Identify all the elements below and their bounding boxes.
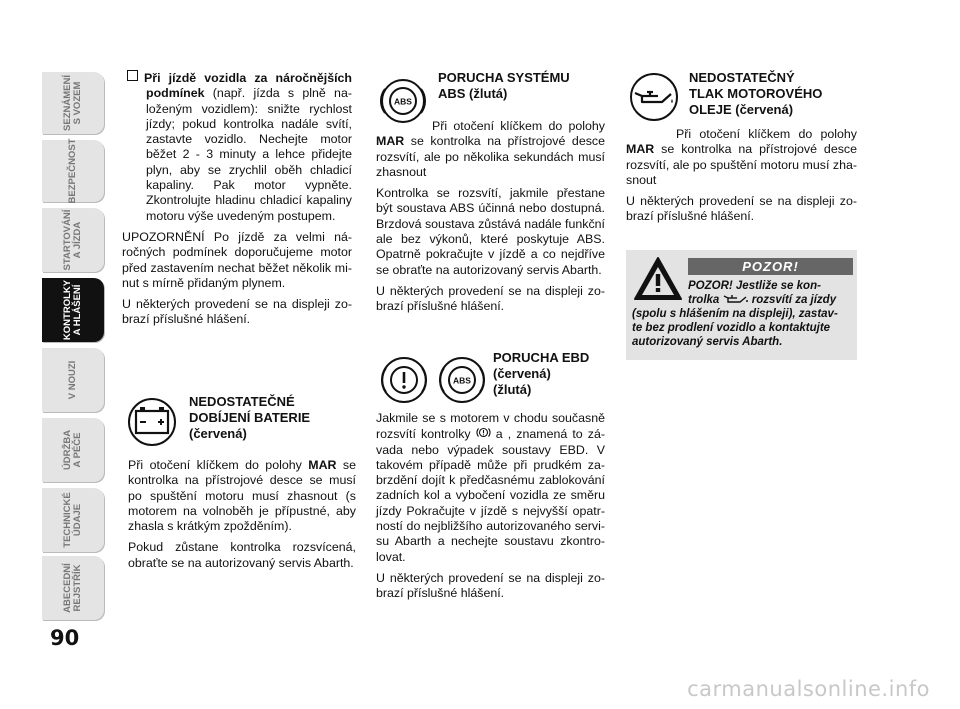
warning-header: POZOR!: [688, 258, 853, 275]
battery-title-line: DOBÍJENÍ BATERIE: [189, 410, 311, 425]
section-harsh-conditions: [122, 70, 352, 334]
svg-text:ABS: ABS: [394, 96, 412, 107]
page-number: 90: [50, 626, 80, 650]
battery-title: [189, 394, 359, 442]
mar-label: MAR: [308, 458, 337, 472]
ebd-title-line: (žlutá): [493, 382, 532, 397]
battery-paragraph: Pokud zůstane kontrolka rozsvícená, obraťte se na autorizovaný servis Abarth.: [128, 540, 356, 570]
warning-line: autorizovaný servis Abarth.: [632, 336, 783, 348]
tab-kontrolky[interactable]: [42, 278, 104, 342]
text: a: [490, 427, 508, 442]
text: Při otočení klíčkem do polohy: [676, 127, 857, 141]
text: , znamená to závada nebo výpadek soustavy EBD. V takovém případě může při prudkém zabrzdění dojít k předčasnému zablokování zadních kol a vybočení vozidla ze směru jízdy Pokračujte v jízdě s nejvyšší opatrností do nejbližšího autorizovaného servisu Abarth a nechejte soustavu zkontrolovat.: [376, 427, 605, 564]
text: Jakmile se s motorem v chodu současně rozsvítí kontrolky: [376, 411, 605, 442]
battery-icon: [125, 397, 179, 447]
battery-body: [128, 458, 356, 577]
warning-triangle-icon: [632, 255, 684, 302]
oil-title-line: NEDOSTATEČNÝ: [689, 70, 795, 85]
abs-title-line: ABS (žlutá): [438, 86, 508, 101]
oil-title: [689, 70, 859, 118]
bullet-heading: Při jízdě vozidla za náročnějších podmínek: [144, 71, 352, 101]
oil-paragraph: U některých provedení se na displeji zobrazí příslušné hlášení.: [626, 194, 857, 224]
text: Při otočení klíčkem do polohy: [432, 119, 605, 133]
abs-title: [438, 70, 618, 102]
ebd-paragraph: U některých provedení se na displeji zobrazí příslušné hlášení.: [376, 570, 605, 601]
tab-label: ABECEDNÍ REJSTŘÍK: [62, 563, 83, 613]
warning-line: POZOR! Jestliže se kon-: [688, 280, 821, 292]
tab-technicke[interactable]: [42, 488, 104, 552]
tab-label: ÚDRŽBA A PÉČE: [62, 429, 83, 471]
tab-rejstrik[interactable]: [42, 556, 104, 620]
tab-seznameni[interactable]: [42, 72, 104, 134]
svg-text:ABS: ABS: [453, 375, 471, 386]
tab-bezpecnost[interactable]: [42, 140, 104, 202]
abs-paragraph: U některých provedení se na displeji zobrazí příslušné hlášení.: [376, 283, 605, 314]
abs-body: [376, 119, 605, 321]
tab-label: KONTROLKY A HLÁŠENÍ: [62, 279, 83, 341]
abs-paragraph: Kontrolka se rozsvítí, jakmile přestane být soustava ABS účinná nebo dostupná. Brzdová soustava zůstává nadále funkční ale bez výkonů, které poskytuje ABS. Opatrně pokračujte v jízdě a co nejdříve se obraťte na autorizovaný servis Abarth.: [376, 186, 605, 277]
abs-icon: [376, 78, 430, 124]
oil-title-line: TLAK MOTOROVÉHO: [689, 86, 823, 101]
warning-box: [626, 250, 857, 360]
bullet-icon: [127, 70, 138, 81]
warning-line: [688, 293, 858, 307]
tab-label: V NOUZI: [67, 360, 78, 400]
display-note: U některých provedení se na displeji zobrazí příslušné hlášení.: [122, 297, 352, 327]
bullet-paragraph: [122, 70, 352, 224]
mar-label: MAR: [626, 142, 655, 157]
upozorneni-note: UPOZORNĚNÍ Po jízdě za velmi náročných podmínek doporučujeme motor před zastavením nechat běžet několik minut s mírně přidaným plynem.: [122, 229, 352, 290]
abs-paragraph: [376, 119, 605, 180]
bullet-text: (např. jízda s plně naloženým vozidlem): snižte rychlost jízdy; pokud kontrolka nadále svítí, zastavte vozidlo. Nechejte motor běžet 2 - 3 minuty a lehce přidejte plyn, aby se zrychlil oběh chladicí kapaliny. Pak motor vypněte. Zkontrolujte hladinu chladicí kapaliny motoru výše uvedeným postupem.: [146, 86, 352, 223]
text: Při otočení klíčkem do polohy: [128, 458, 309, 472]
tab-label: STARTOVÁNÍ A JÍZDA: [62, 209, 83, 271]
text: se kontrolka na přístrojové desce rozsvítí, ale po několika sekundách musí zhasnout: [376, 134, 605, 179]
text: trolka: [688, 294, 720, 306]
battery-title-line: (červená): [189, 426, 247, 441]
watermark: carmanualsonline.info: [687, 677, 930, 701]
brake-icon: [476, 426, 491, 439]
warning-line: te bez prodlení vozidlo a kontaktujte: [632, 322, 831, 334]
tab-label: SEZNÁMENÍ S VOZEM: [62, 75, 83, 131]
ebd-paragraph: [376, 411, 605, 565]
tab-v-nouzi[interactable]: [42, 348, 104, 412]
tab-label: BEZPEČNOST: [67, 138, 78, 204]
tab-label: TECHNICKÉ ÚDAJE: [62, 492, 83, 548]
text: rozsvítí za jízdy: [751, 294, 837, 306]
text: se kontrolka na přístrojové desce se musí po spuštění motoru musí zhasnout (s motorem na volnoběh je přípustné, aby zhasla s krátkým zpožděním).: [128, 458, 357, 534]
tab-startovani[interactable]: [42, 208, 104, 272]
oil-title-line: OLEJE (červená): [689, 102, 794, 117]
ebd-body: [376, 411, 605, 608]
tab-udrzba[interactable]: [42, 418, 104, 482]
warning-line: (spolu s hlášením na displeji), zastav-: [632, 308, 838, 320]
ebd-title-line: PORUCHA EBD: [493, 350, 590, 365]
oil-paragraph: [626, 127, 857, 188]
text: se kontrolka na přístrojové desce rozsvítí, ale po spuštění motoru musí zhasnout: [626, 142, 857, 187]
abs-icon: [434, 356, 490, 404]
oil-can-icon: [723, 293, 749, 304]
ebd-title-line: (červená): [493, 366, 551, 381]
battery-title-line: NEDOSTATEČNÉ: [189, 394, 295, 409]
oil-body: [626, 127, 857, 231]
ebd-title: [493, 350, 613, 398]
oil-can-icon: [626, 72, 682, 122]
abs-title-line: PORUCHA SYSTÉMU: [438, 70, 570, 85]
brake-icon: [376, 356, 432, 404]
battery-paragraph: [128, 458, 356, 534]
mar-label: MAR: [376, 134, 405, 149]
